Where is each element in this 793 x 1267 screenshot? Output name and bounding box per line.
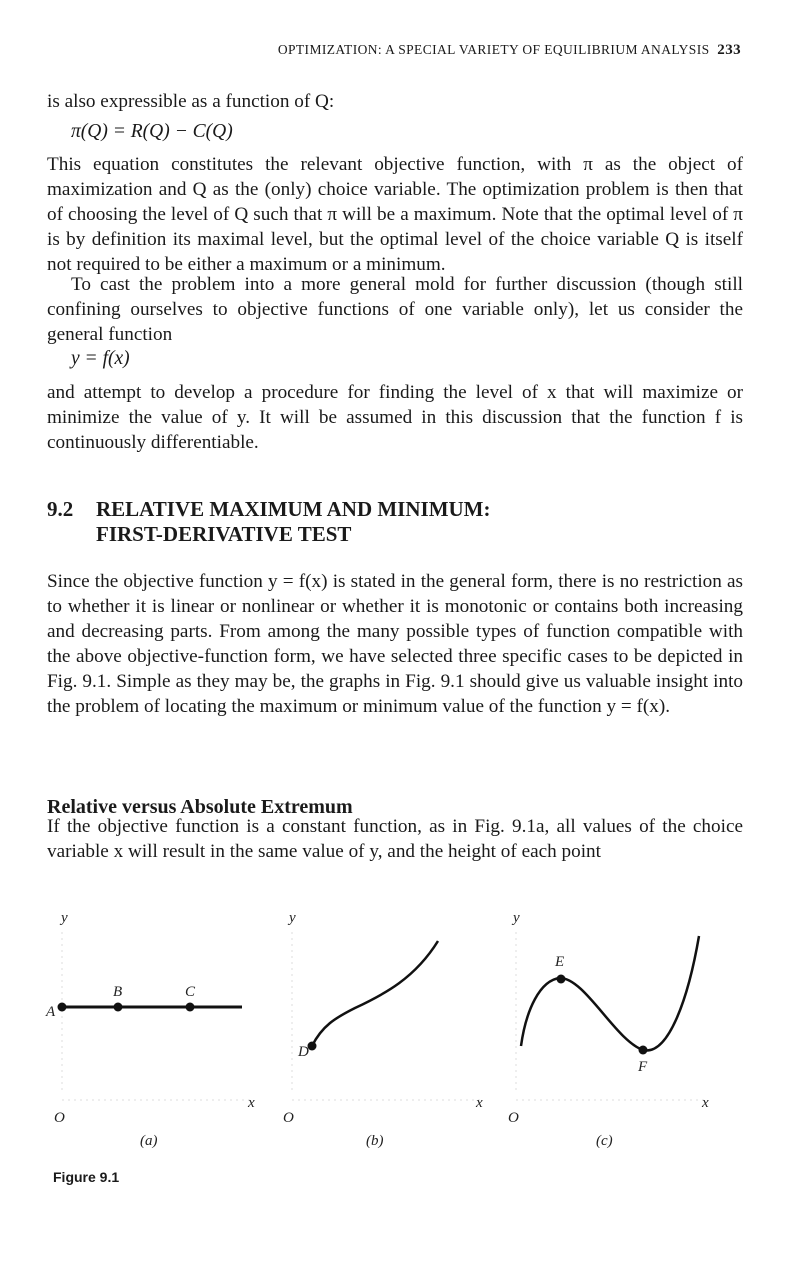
- section-title-line1: RELATIVE MAXIMUM AND MINIMUM:: [96, 497, 491, 521]
- axis-x-label: x: [248, 1095, 255, 1111]
- equation-profit: π(Q) = R(Q) − C(Q): [71, 121, 233, 142]
- point-d-label: D: [298, 1044, 309, 1060]
- point-b-label: B: [113, 984, 123, 1000]
- point-e-label: E: [555, 954, 565, 970]
- axis-x-label: x: [476, 1095, 483, 1111]
- panel-b: [283, 910, 483, 1149]
- origin-label: O: [54, 1110, 65, 1126]
- origin-label: O: [508, 1110, 519, 1126]
- axis-y-label: y: [61, 910, 68, 926]
- point-d-dot: [308, 1042, 317, 1051]
- point-c-dot: [186, 1003, 195, 1012]
- paragraph-1: This equation constitutes the relevant objective function, with π as the object of maximization and Q as the (only) choice variable. The optimization problem is then that of choosing the level of Q such that π will be a maximum. Note that the optimal level of π is by definition its maximal level, but the optimal level of the choice variable Q is itself not required to be either a maximum or a minimum.: [47, 154, 743, 275]
- axis-y-label: y: [289, 910, 296, 926]
- equation-general: y = f(x): [71, 348, 130, 369]
- increasing-function-curve: [312, 941, 438, 1046]
- section-title-line2: FIRST-DERIVATIVE TEST: [96, 522, 352, 546]
- panel-a: [45, 910, 255, 1149]
- running-header: [278, 42, 741, 59]
- cubic-function-curve: [521, 936, 699, 1050]
- axis-x-label: x: [702, 1095, 709, 1111]
- point-a-dot: [58, 1003, 67, 1012]
- axis-y-label: y: [513, 910, 520, 926]
- panel-a-label: (a): [140, 1133, 158, 1149]
- point-f-dot: [639, 1046, 648, 1055]
- paragraph-3: and attempt to develop a procedure for finding the level of x that will maximize or minimize the value of y. It will be assumed in this discussion that the function f is continuously differentiable.: [47, 382, 743, 453]
- point-f-label: F: [638, 1059, 648, 1075]
- intro-line: is also expressible as a function of Q:: [47, 91, 335, 112]
- point-a-label: A: [46, 1004, 56, 1020]
- point-c-label: C: [185, 984, 196, 1000]
- paragraph-2: To cast the problem into a more general mold for further discussion (though still confining ourselves to objective functions of one variable only), let us consider the general function: [47, 274, 743, 345]
- origin-label: O: [283, 1110, 294, 1126]
- panel-c-label: (c): [596, 1133, 613, 1149]
- figure-caption: Figure 9.1: [53, 1169, 120, 1185]
- point-b-dot: [114, 1003, 123, 1012]
- section-heading: [47, 497, 491, 522]
- running-title: OPTIMIZATION: A SPECIAL VARIETY OF EQUILIBRIUM ANALYSIS: [277, 42, 710, 57]
- paragraph-5: If the objective function is a constant function, as in Fig. 9.1a, all values of the choice variable x will result in the same value of y, and the height of each point: [47, 816, 743, 862]
- panel-c: [508, 910, 709, 1149]
- paragraph-4: Since the objective function y = f(x) is stated in the general form, there is no restriction as to whether it is linear or nonlinear or whether it is monotonic or contains both increasing and decreasing parts. From among the many possible types of function compatible with the above objective-function form, we have selected three specific cases to be depicted in Fig. 9.1. Simple as they may be, the graphs in Fig. 9.1 should give us valuable insight into the problem of locating the maximum or minimum value of the function y = f(x).: [47, 571, 743, 717]
- subsection-title: Relative versus Absolute Extremum: [47, 796, 353, 818]
- point-e-dot: [557, 975, 566, 984]
- figure-9-1: [0, 900, 793, 1165]
- page-number: 233: [717, 42, 741, 58]
- section-number: 9.2: [47, 497, 74, 521]
- panel-b-label: (b): [366, 1133, 384, 1149]
